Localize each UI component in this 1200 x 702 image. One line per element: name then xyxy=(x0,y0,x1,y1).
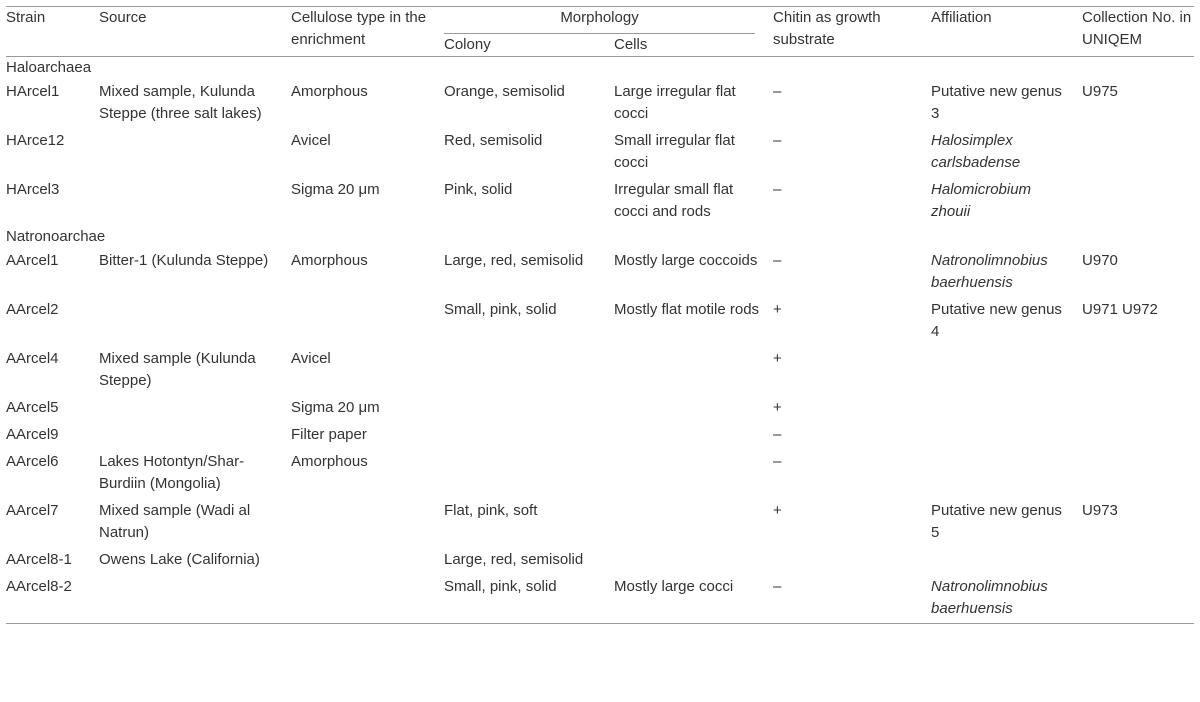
cell-strain: HArcel1 xyxy=(6,83,60,100)
cell-cells: Large irregular flat cocci xyxy=(614,83,736,122)
cell-cells xyxy=(614,547,773,574)
cell-collection xyxy=(1082,177,1194,226)
cell-collection: U970 xyxy=(1082,252,1118,269)
strains-table xyxy=(6,6,1194,624)
table-row xyxy=(6,128,1194,177)
cell-cells: Irregular small flat cocci and rods xyxy=(614,181,734,220)
cell-cells: Mostly large coccoids xyxy=(614,252,758,269)
cell-source: Owens Lake (California) xyxy=(99,551,260,568)
cell-strain: HArce12 xyxy=(6,132,65,149)
cell-colony: Small, pink, solid xyxy=(444,301,557,318)
group-row xyxy=(6,226,1194,248)
cell-strain: AArcel8-1 xyxy=(6,551,72,568)
cell-strain: AArcel6 xyxy=(6,453,59,470)
header-cells: Cells xyxy=(614,34,773,57)
cell-colony xyxy=(444,449,614,498)
cell-affiliation: Natronolimnobius baerhuensis xyxy=(931,574,1082,624)
cell-cellulose: Amorphous xyxy=(291,453,368,470)
header-cellulose: Cellulose type in the enrichment xyxy=(291,7,444,57)
group-title: Natronoarchae xyxy=(6,228,106,245)
cell-affiliation xyxy=(931,449,1082,498)
cell-cells: Mostly flat motile rods xyxy=(614,301,760,318)
cell-affiliation xyxy=(931,346,1082,395)
cell-strain: AArcel7 xyxy=(6,502,59,519)
cell-collection xyxy=(1082,346,1194,395)
cell-source: Bitter-1 (Kulunda Steppe) xyxy=(99,252,269,269)
cell-source xyxy=(99,422,291,449)
cell-collection xyxy=(1082,422,1194,449)
cell-cellulose xyxy=(291,574,444,624)
cell-affiliation: Halomicrobium zhouii xyxy=(931,181,1032,220)
table-row xyxy=(6,248,1194,297)
cell-source xyxy=(99,574,291,624)
cell-chitin: – xyxy=(773,181,782,198)
cell-colony: Large, red, semisolid xyxy=(444,252,584,269)
cell-colony: Pink, solid xyxy=(444,181,513,198)
cell-affiliation: Halosimplex carlsbadense xyxy=(931,132,1021,171)
cell-cellulose: Avicel xyxy=(291,350,331,367)
cell-chitin: + xyxy=(773,301,782,318)
table-row xyxy=(6,79,1194,128)
cell-strain: AArcel9 xyxy=(6,426,59,443)
cell-cellulose: Amorphous xyxy=(291,83,368,100)
cell-colony: Orange, semisolid xyxy=(444,83,565,100)
cell-cells xyxy=(614,346,773,395)
cell-strain: HArcel3 xyxy=(6,181,60,198)
table-row xyxy=(6,574,1194,624)
cell-collection: U973 xyxy=(1082,502,1118,519)
header-colony: Colony xyxy=(444,34,614,57)
cell-affiliation: Natronolimnobius baerhuensis xyxy=(931,252,1048,291)
table-row xyxy=(6,395,1194,422)
cell-cellulose xyxy=(291,547,444,574)
cell-chitin: + xyxy=(773,502,782,519)
table-row xyxy=(6,498,1194,547)
cell-affiliation: Putative new genus 4 xyxy=(931,301,1062,340)
header-affiliation: Affiliation xyxy=(931,7,1082,57)
cell-strain: AArcel2 xyxy=(6,301,59,318)
cell-chitin xyxy=(773,547,931,574)
group-title: Haloarchaea xyxy=(6,59,92,76)
header-collection: Collection No. in UNIQEM xyxy=(1082,7,1194,57)
table-row xyxy=(6,297,1194,346)
cell-cellulose: Sigma 20 μm xyxy=(291,399,380,416)
table-row xyxy=(6,177,1194,226)
cell-cells xyxy=(614,449,773,498)
cell-source xyxy=(99,128,291,177)
cell-affiliation xyxy=(931,395,1082,422)
cell-collection xyxy=(1082,547,1194,574)
table-row xyxy=(6,449,1194,498)
cell-source: Lakes Hotontyn/Shar-Burdiin (Mongolia) xyxy=(99,453,245,492)
cell-colony: Red, semisolid xyxy=(444,132,543,149)
cell-cellulose xyxy=(291,498,444,547)
cell-colony: Flat, pink, soft xyxy=(444,502,538,519)
cell-colony: Small, pink, solid xyxy=(444,574,614,624)
cell-chitin: – xyxy=(773,574,931,624)
cell-collection: U971 U972 xyxy=(1082,301,1158,318)
table-body xyxy=(6,57,1194,624)
cell-strain: AArcel4 xyxy=(6,350,59,367)
header-morphology-group xyxy=(444,7,773,35)
table-row xyxy=(6,547,1194,574)
cell-affiliation xyxy=(931,547,1082,574)
cell-source xyxy=(99,297,291,346)
cell-cellulose: Amorphous xyxy=(291,252,368,269)
cell-chitin: + xyxy=(773,399,782,416)
cell-chitin: – xyxy=(773,453,782,470)
table-row xyxy=(6,346,1194,395)
cell-cells: Mostly large cocci xyxy=(614,574,773,624)
cell-colony: Large, red, semisolid xyxy=(444,551,584,568)
cell-colony xyxy=(444,422,614,449)
header-source: Source xyxy=(99,7,291,57)
cell-affiliation: Putative new genus 3 xyxy=(931,83,1062,122)
header-morphology: Morphology xyxy=(444,7,755,34)
cell-chitin: – xyxy=(773,426,782,443)
group-row xyxy=(6,57,1194,80)
cell-cells xyxy=(614,498,773,547)
cell-cellulose: Filter paper xyxy=(291,426,367,443)
cell-strain: AArcel5 xyxy=(6,399,59,416)
cell-strain: AArcel8-2 xyxy=(6,574,99,624)
cell-source xyxy=(99,395,291,422)
cell-strain: AArcel1 xyxy=(6,252,59,269)
cell-collection xyxy=(1082,574,1194,624)
cell-source: Mixed sample, Kulunda Steppe (three salt lakes) xyxy=(99,83,262,122)
cell-collection: U975 xyxy=(1082,83,1118,100)
cell-chitin: + xyxy=(773,350,782,367)
cell-affiliation xyxy=(931,422,1082,449)
cell-cellulose xyxy=(291,297,444,346)
cell-cells xyxy=(614,395,773,422)
header-chitin: Chitin as growth substrate xyxy=(773,7,931,57)
cell-colony xyxy=(444,346,614,395)
cell-collection xyxy=(1082,449,1194,498)
header-row-1 xyxy=(6,7,1194,35)
cell-chitin: – xyxy=(773,132,782,149)
cell-affiliation: Putative new genus 5 xyxy=(931,502,1062,541)
cell-chitin: – xyxy=(773,83,782,100)
cell-chitin: – xyxy=(773,252,782,269)
cell-colony xyxy=(444,395,614,422)
cell-cells: Small irregular flat cocci xyxy=(614,132,735,171)
cell-cellulose: Sigma 20 μm xyxy=(291,181,380,198)
cell-cellulose: Avicel xyxy=(291,132,331,149)
cell-collection xyxy=(1082,128,1194,177)
cell-cells xyxy=(614,422,773,449)
cell-source: Mixed sample (Kulunda Steppe) xyxy=(99,350,256,389)
table-row xyxy=(6,422,1194,449)
cell-source: Mixed sample (Wadi al Natrun) xyxy=(99,502,251,541)
header-strain: Strain xyxy=(6,7,99,57)
cell-collection xyxy=(1082,395,1194,422)
cell-source xyxy=(99,177,291,226)
